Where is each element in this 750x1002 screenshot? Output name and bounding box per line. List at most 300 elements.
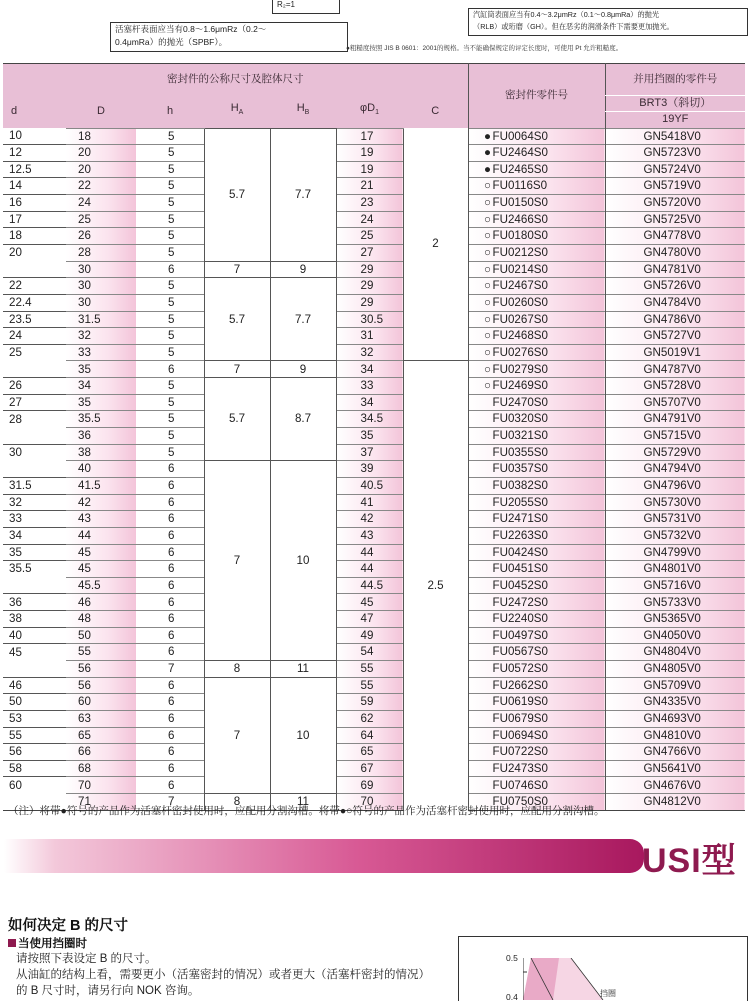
cell-h: 5 bbox=[136, 411, 204, 428]
section-line-2: 从油缸的结构上看，需要更小（活塞密封的情况）或者更大（活塞杆密封的情况） bbox=[16, 969, 430, 981]
cell-hb: 7.7 bbox=[270, 278, 336, 361]
cell-D: 45 bbox=[66, 544, 136, 561]
open-circle-icon: ○ bbox=[484, 329, 492, 343]
cell-d1: 64 bbox=[336, 727, 403, 744]
table-row bbox=[3, 677, 745, 694]
cell-h: 6 bbox=[136, 777, 204, 794]
cell-d1: 37 bbox=[336, 444, 403, 461]
cell-part-no bbox=[468, 378, 605, 395]
cell-ring-no: GN4693V0 bbox=[605, 710, 745, 727]
part-no-text: FU0321S0 bbox=[492, 429, 548, 443]
col-ha-header bbox=[204, 95, 270, 128]
cell-d: 53 bbox=[3, 710, 66, 727]
graph-plot bbox=[523, 958, 633, 1000]
cell-ring-no: GN4801V0 bbox=[605, 561, 745, 578]
section-body bbox=[16, 951, 430, 999]
cell-ha: 7 bbox=[204, 461, 270, 661]
cell-d1: 70 bbox=[336, 794, 403, 811]
cell-part-no bbox=[468, 511, 605, 528]
part-no-text: FU2468S0 bbox=[492, 329, 548, 343]
cell-ring-no: GN5719V0 bbox=[605, 178, 745, 195]
cell-d1: 35 bbox=[336, 428, 403, 445]
ring-header: 并用挡圈的零件号 bbox=[605, 64, 745, 96]
cell-ring-no: GN4335V0 bbox=[605, 694, 745, 711]
cell-d: 60 bbox=[3, 777, 66, 794]
cell-h: 7 bbox=[136, 661, 204, 678]
cell-d: 32 bbox=[3, 494, 66, 511]
cell-part-no bbox=[468, 644, 605, 661]
cell-d1: 44.5 bbox=[336, 577, 403, 594]
cell-D: 71 bbox=[66, 794, 136, 811]
cell-ha: 7 bbox=[204, 261, 270, 278]
cell-h: 5 bbox=[136, 211, 204, 228]
table-row bbox=[3, 344, 745, 361]
cell-ring-no: GN5727V0 bbox=[605, 328, 745, 345]
cell-part-no bbox=[468, 494, 605, 511]
part-no-text: FU2465S0 bbox=[492, 162, 548, 176]
cell-d1: 69 bbox=[336, 777, 403, 794]
cell-c: 2.5 bbox=[403, 361, 468, 810]
cell-D: 20 bbox=[66, 145, 136, 162]
cell-d1: 25 bbox=[336, 228, 403, 245]
cell-part-no bbox=[468, 627, 605, 644]
cell-h: 5 bbox=[136, 344, 204, 361]
cell-ring-no: GN5709V0 bbox=[605, 677, 745, 694]
cell-ring-no: GN5716V0 bbox=[605, 577, 745, 594]
cell-h: 5 bbox=[136, 128, 204, 145]
cell-d: 35 bbox=[3, 544, 66, 561]
cell-d: 20 bbox=[3, 244, 66, 261]
cell-ring-no: GN4050V0 bbox=[605, 627, 745, 644]
cell-d: 56 bbox=[3, 744, 66, 761]
open-circle-icon: ○ bbox=[484, 379, 492, 393]
cell-d: 38 bbox=[3, 611, 66, 628]
open-circle-icon: ○ bbox=[484, 229, 492, 243]
table-row bbox=[3, 294, 745, 311]
cell-D: 25 bbox=[66, 211, 136, 228]
cell-part-no bbox=[468, 178, 605, 195]
cell-h: 6 bbox=[136, 361, 204, 378]
cell-d1: 54 bbox=[336, 644, 403, 661]
cell-d: 14 bbox=[3, 178, 66, 195]
cell-d1: 55 bbox=[336, 661, 403, 678]
cell-d1: 41 bbox=[336, 494, 403, 511]
cell-h: 5 bbox=[136, 328, 204, 345]
cell-part-no bbox=[468, 228, 605, 245]
cell-d bbox=[3, 461, 66, 478]
cell-D: 70 bbox=[66, 777, 136, 794]
cell-D: 35 bbox=[66, 361, 136, 378]
part-no-text: FU0180S0 bbox=[492, 229, 548, 243]
part-no-text: FU0722S0 bbox=[492, 745, 548, 759]
table-row bbox=[3, 544, 745, 561]
table-row bbox=[3, 611, 745, 628]
cell-h: 5 bbox=[136, 278, 204, 295]
table-row bbox=[3, 744, 745, 761]
cell-D: 50 bbox=[66, 627, 136, 644]
cell-ring-no: GN4812V0 bbox=[605, 794, 745, 811]
table-row bbox=[3, 694, 745, 711]
cell-h: 6 bbox=[136, 594, 204, 611]
ring-sub: 19YF bbox=[605, 112, 745, 129]
cell-part-no bbox=[468, 361, 605, 378]
cell-d1: 27 bbox=[336, 244, 403, 261]
open-circle-icon: ○ bbox=[484, 212, 492, 226]
table-row bbox=[3, 461, 745, 478]
cell-d: 24 bbox=[3, 328, 66, 345]
part-no-text: FU0750S0 bbox=[492, 795, 548, 809]
table-row bbox=[3, 594, 745, 611]
cell-d: 18 bbox=[3, 228, 66, 245]
cell-d: 12 bbox=[3, 145, 66, 162]
cell-ha: 7 bbox=[204, 677, 270, 793]
table-row bbox=[3, 178, 745, 195]
cell-ring-no: GN5723V0 bbox=[605, 145, 745, 162]
cell-ring-no: GN5731V0 bbox=[605, 511, 745, 528]
cell-part-no bbox=[468, 411, 605, 428]
cell-ring-no: GN5724V0 bbox=[605, 161, 745, 178]
cell-part-no bbox=[468, 611, 605, 628]
cell-part-no bbox=[468, 461, 605, 478]
cell-ring-no: GN4778V0 bbox=[605, 228, 745, 245]
cell-D: 40 bbox=[66, 461, 136, 478]
part-no-text: FU0064S0 bbox=[492, 129, 548, 143]
part-no-text: FU2240S0 bbox=[492, 612, 548, 626]
table-row bbox=[3, 128, 745, 145]
cell-ring-no: GN5019V1 bbox=[605, 344, 745, 361]
part-no-text: FU2473S0 bbox=[492, 761, 548, 775]
cell-part-no bbox=[468, 444, 605, 461]
cell-h: 5 bbox=[136, 195, 204, 212]
cell-D: 45.5 bbox=[66, 577, 136, 594]
cell-part-no bbox=[468, 744, 605, 761]
cell-d bbox=[3, 361, 66, 378]
cell-d1: 29 bbox=[336, 294, 403, 311]
cell-ring-no: GN4787V0 bbox=[605, 361, 745, 378]
part-no-text: FU2472S0 bbox=[492, 595, 548, 609]
part-no-text: FU2466S0 bbox=[492, 212, 548, 226]
cell-d1: 24 bbox=[336, 211, 403, 228]
cylinder-finish-line-1: 汽缸筒表面应当有0.4～3.2μmRz（0.1～0.8μmRa）的抛光 bbox=[473, 10, 660, 19]
cell-h: 5 bbox=[136, 294, 204, 311]
graph-region-label: 挡圈 bbox=[600, 989, 616, 998]
cell-ha: 5.7 bbox=[204, 378, 270, 461]
cell-ring-no: GN4780V0 bbox=[605, 244, 745, 261]
cell-ring-no: GN5418V0 bbox=[605, 128, 745, 145]
cell-part-no bbox=[468, 294, 605, 311]
cell-D: 48 bbox=[66, 611, 136, 628]
cell-d1: 55 bbox=[336, 677, 403, 694]
cell-h: 5 bbox=[136, 161, 204, 178]
cell-h: 5 bbox=[136, 178, 204, 195]
cell-part-no bbox=[468, 661, 605, 678]
part-no-text: FU0150S0 bbox=[492, 196, 548, 210]
cell-part-no bbox=[468, 344, 605, 361]
cell-d: 12.5 bbox=[3, 161, 66, 178]
table-row bbox=[3, 494, 745, 511]
cell-d: 27 bbox=[3, 394, 66, 411]
cell-D: 38 bbox=[66, 444, 136, 461]
part-no-text: FU2469S0 bbox=[492, 379, 548, 393]
section-line-1: 请按照下表设定 B 的尺寸。 bbox=[16, 953, 157, 965]
cell-d: 16 bbox=[3, 195, 66, 212]
cell-d1: 44 bbox=[336, 544, 403, 561]
filled-circle-icon: ● bbox=[484, 146, 492, 160]
cell-h: 6 bbox=[136, 544, 204, 561]
cell-part-no bbox=[468, 211, 605, 228]
cell-D: 36 bbox=[66, 428, 136, 445]
cell-d: 17 bbox=[3, 211, 66, 228]
cell-hb: 11 bbox=[270, 794, 336, 811]
cell-d1: 49 bbox=[336, 627, 403, 644]
cell-d1: 19 bbox=[336, 161, 403, 178]
rod-finish-line-2: 0.4μmRa）的抛光（SPBF）。 bbox=[115, 37, 228, 47]
cell-D: 30 bbox=[66, 261, 136, 278]
cell-ring-no: GN5720V0 bbox=[605, 195, 745, 212]
cell-ring-no: GN5729V0 bbox=[605, 444, 745, 461]
cell-hb: 7.7 bbox=[270, 128, 336, 261]
open-circle-icon: ○ bbox=[484, 345, 492, 359]
cell-ring-no: GN5715V0 bbox=[605, 428, 745, 445]
cell-D: 18 bbox=[66, 128, 136, 145]
cell-part-no bbox=[468, 261, 605, 278]
table-row bbox=[3, 328, 745, 345]
cell-part-no bbox=[468, 311, 605, 328]
open-circle-icon: ○ bbox=[484, 312, 492, 326]
cell-D: 34 bbox=[66, 378, 136, 395]
cell-h: 6 bbox=[136, 694, 204, 711]
cell-ring-no: GN4805V0 bbox=[605, 661, 745, 678]
cell-d1: 45 bbox=[336, 594, 403, 611]
part-no-text: FU0357S0 bbox=[492, 462, 548, 476]
col-c-header: C bbox=[403, 95, 468, 128]
section-line-3: 的 B 尺寸时，请另行向 NOK 咨询。 bbox=[16, 985, 200, 997]
part-no-text: FU0355S0 bbox=[492, 445, 548, 459]
cell-d: 26 bbox=[3, 378, 66, 395]
cylinder-finish-line-2: （RLB）或珩磨（GH）。但在恶劣的润滑条件下需要更加抛光。 bbox=[473, 22, 674, 31]
cell-d bbox=[3, 428, 66, 445]
cell-h: 6 bbox=[136, 727, 204, 744]
cell-d1: 29 bbox=[336, 261, 403, 278]
cell-D: 63 bbox=[66, 710, 136, 727]
part-no-text: FU0452S0 bbox=[492, 578, 548, 592]
top-partial-text: R₂=1 bbox=[277, 0, 296, 9]
cell-d: 34 bbox=[3, 527, 66, 544]
col-D-header: D bbox=[66, 95, 136, 128]
cell-d1: 19 bbox=[336, 145, 403, 162]
part-no-text: FU0567S0 bbox=[492, 645, 548, 659]
cell-d: 31.5 bbox=[3, 477, 66, 494]
cell-d: 30 bbox=[3, 444, 66, 461]
cell-h: 5 bbox=[136, 428, 204, 445]
cell-ring-no: GN4784V0 bbox=[605, 294, 745, 311]
cell-d bbox=[3, 261, 66, 278]
section-subtitle: 当使用挡圈时 bbox=[18, 938, 87, 950]
part-no-text: FU2055S0 bbox=[492, 495, 548, 509]
part-no-text: FU0279S0 bbox=[492, 362, 548, 376]
open-circle-icon: ○ bbox=[484, 295, 492, 309]
cell-part-no bbox=[468, 561, 605, 578]
cell-d1: 39 bbox=[336, 461, 403, 478]
cell-ring-no: GN5707V0 bbox=[605, 394, 745, 411]
table-row bbox=[3, 511, 745, 528]
part-no-text: FU0214S0 bbox=[492, 262, 548, 276]
cell-d1: 43 bbox=[336, 527, 403, 544]
cell-ring-no: GN4799V0 bbox=[605, 544, 745, 561]
cell-d1: 40.5 bbox=[336, 477, 403, 494]
cell-d: 23.5 bbox=[3, 311, 66, 328]
cell-c: 2 bbox=[403, 128, 468, 361]
rod-finish-line-1: 活塞杆表面应当有0.8～1.6μmRz（0.2～ bbox=[115, 24, 267, 34]
table-row bbox=[3, 561, 745, 578]
table-row bbox=[3, 311, 745, 328]
part-no-text: FU2662S0 bbox=[492, 678, 548, 692]
cell-h: 6 bbox=[136, 760, 204, 777]
table-row bbox=[3, 394, 745, 411]
cell-h: 6 bbox=[136, 744, 204, 761]
cell-D: 66 bbox=[66, 744, 136, 761]
cell-d1: 62 bbox=[336, 710, 403, 727]
cell-d1: 30.5 bbox=[336, 311, 403, 328]
cell-D: 46 bbox=[66, 594, 136, 611]
cell-d1: 34 bbox=[336, 394, 403, 411]
cell-h: 6 bbox=[136, 644, 204, 661]
cell-h: 6 bbox=[136, 611, 204, 628]
cell-d1: 34 bbox=[336, 361, 403, 378]
part-no-text: FU0679S0 bbox=[492, 711, 548, 725]
cell-D: 33 bbox=[66, 344, 136, 361]
col-hb-sub: B bbox=[304, 109, 310, 117]
open-circle-icon: ○ bbox=[484, 262, 492, 276]
col-hb-letter: H bbox=[296, 102, 305, 115]
part-no-header: 密封件零件号 bbox=[468, 64, 605, 129]
table-row bbox=[3, 195, 745, 212]
open-circle-icon: ○ bbox=[484, 362, 492, 376]
cell-ring-no: GN4676V0 bbox=[605, 777, 745, 794]
cell-D: 60 bbox=[66, 694, 136, 711]
col-d1-header bbox=[336, 95, 403, 128]
cell-ring-no: GN4786V0 bbox=[605, 311, 745, 328]
cell-D: 35.5 bbox=[66, 411, 136, 428]
cell-ring-no: GN5365V0 bbox=[605, 611, 745, 628]
cell-d1: 29 bbox=[336, 278, 403, 295]
open-circle-icon: ○ bbox=[484, 279, 492, 293]
table-row bbox=[3, 378, 745, 395]
cell-h: 5 bbox=[136, 145, 204, 162]
cell-d1: 31 bbox=[336, 328, 403, 345]
cell-h: 6 bbox=[136, 527, 204, 544]
section-title: 如何决定 B 的尺寸 bbox=[8, 918, 129, 934]
cell-ha: 5.7 bbox=[204, 278, 270, 361]
cell-d1: 67 bbox=[336, 760, 403, 777]
cell-D: 20 bbox=[66, 161, 136, 178]
part-no-text: FU0572S0 bbox=[492, 662, 548, 676]
cell-ring-no: GN5726V0 bbox=[605, 278, 745, 295]
cell-D: 45 bbox=[66, 561, 136, 578]
cell-d1: 59 bbox=[336, 694, 403, 711]
cell-ring-no: GN5730V0 bbox=[605, 494, 745, 511]
cell-part-no bbox=[468, 694, 605, 711]
cell-h: 5 bbox=[136, 444, 204, 461]
cell-D: 22 bbox=[66, 178, 136, 195]
cell-part-no bbox=[468, 278, 605, 295]
table-row bbox=[3, 261, 745, 278]
cell-D: 24 bbox=[66, 195, 136, 212]
cell-d: 40 bbox=[3, 627, 66, 644]
part-no-text: FU0694S0 bbox=[492, 728, 548, 742]
cell-d: 10 bbox=[9, 129, 22, 143]
roughness-note: ●粗糙度按照 JIS B 0601：2001的规格。当不能确保规定的评定长度时，可使用 Pt 允许粗糙度。 bbox=[346, 45, 623, 52]
cell-ring-no: GN4804V0 bbox=[605, 644, 745, 661]
cell-hb: 10 bbox=[270, 461, 336, 661]
cell-hb: 11 bbox=[270, 661, 336, 678]
usi-banner bbox=[4, 839, 644, 873]
cell-d: 22 bbox=[3, 278, 66, 295]
cell-h: 5 bbox=[136, 378, 204, 395]
section-subtitle-row bbox=[8, 935, 87, 951]
cell-h: 6 bbox=[136, 710, 204, 727]
cell-h: 6 bbox=[136, 561, 204, 578]
cell-D: 32 bbox=[66, 328, 136, 345]
cell-d1: 34.5 bbox=[336, 411, 403, 428]
table-row bbox=[3, 760, 745, 777]
cell-d1: 23 bbox=[336, 195, 403, 212]
table-row bbox=[3, 278, 745, 295]
cell-d1: 33 bbox=[336, 378, 403, 395]
cell-D: 35 bbox=[66, 394, 136, 411]
col-h-header: h bbox=[136, 95, 204, 128]
cell-hb: 9 bbox=[270, 261, 336, 278]
usi-title: USI型 bbox=[642, 842, 737, 880]
table-row bbox=[3, 428, 745, 445]
cell-part-no bbox=[468, 394, 605, 411]
cell-part-no bbox=[468, 727, 605, 744]
cell-d: 33 bbox=[3, 511, 66, 528]
filled-circle-icon: ● bbox=[484, 129, 492, 143]
cell-ring-no: GN5725V0 bbox=[605, 211, 745, 228]
cell-D: 65 bbox=[66, 727, 136, 744]
open-circle-icon: ○ bbox=[484, 196, 492, 210]
cell-d1: 65 bbox=[336, 744, 403, 761]
cell-D: 42 bbox=[66, 494, 136, 511]
cell-part-no bbox=[468, 760, 605, 777]
cylinder-finish-box bbox=[468, 8, 748, 36]
cell-h: 6 bbox=[136, 477, 204, 494]
cell-ha: 8 bbox=[204, 661, 270, 678]
cell-d bbox=[3, 661, 66, 678]
cell-part-no bbox=[468, 544, 605, 561]
table-row bbox=[3, 244, 745, 261]
cell-h: 6 bbox=[136, 461, 204, 478]
part-no-text: FU0320S0 bbox=[492, 412, 548, 426]
cell-h: 5 bbox=[136, 228, 204, 245]
cell-D: 56 bbox=[66, 677, 136, 694]
cell-D: 30 bbox=[66, 278, 136, 295]
cell-d: 50 bbox=[3, 694, 66, 711]
table-row bbox=[3, 627, 745, 644]
col-ha-letter: H bbox=[230, 102, 239, 115]
seal-spec-body bbox=[3, 128, 745, 810]
part-no-text: FU0276S0 bbox=[492, 345, 548, 359]
part-no-text: FU0212S0 bbox=[492, 246, 548, 260]
cell-d bbox=[3, 577, 66, 594]
table-row bbox=[3, 145, 745, 162]
cell-d: 58 bbox=[3, 760, 66, 777]
cell-D: 55 bbox=[66, 644, 136, 661]
cell-ha: 7 bbox=[204, 361, 270, 378]
cell-part-no bbox=[468, 161, 605, 178]
cell-D: 41.5 bbox=[66, 477, 136, 494]
